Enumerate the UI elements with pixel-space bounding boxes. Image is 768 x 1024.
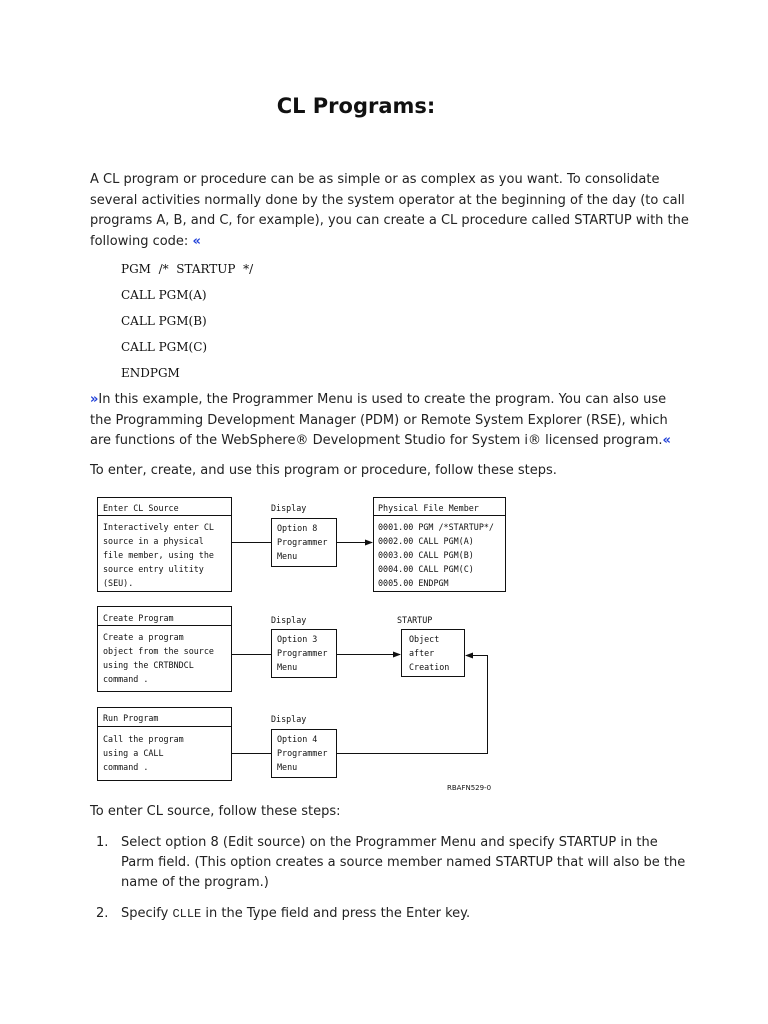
option-line: Menu — [277, 662, 298, 672]
enter-source-header: Enter CL Source — [103, 503, 179, 513]
pfm-line: 0003.00 CALL PGM(B) — [378, 550, 474, 560]
list-item — [96, 904, 696, 926]
physical-file-member-box — [374, 498, 506, 592]
option-line: Programmer — [277, 648, 328, 658]
pfm-line: 0005.00 ENDPGM — [378, 578, 449, 588]
code-line: PGM /* STARTUP */ — [121, 262, 254, 276]
source-intro: To enter CL source, follow these steps: — [90, 804, 341, 819]
list-item-text — [121, 904, 691, 924]
create-program-header: Create Program — [103, 613, 174, 623]
option-line: Menu — [277, 551, 298, 561]
step-text-pre: Specify — [121, 906, 173, 921]
enter-source-line: Interactively enter CL — [103, 522, 214, 532]
display-label: Display — [271, 714, 307, 724]
object-line: Creation — [409, 662, 450, 672]
list-item-number: 1. — [96, 835, 109, 850]
option-3-box — [272, 630, 337, 678]
option-line: Option 4 — [277, 734, 318, 744]
display-label: Display — [271, 503, 307, 513]
run-program-line: Call the program — [103, 734, 184, 744]
page-title: CL Programs: — [276, 94, 436, 118]
create-program-line: object from the source — [103, 646, 214, 656]
run-program-line: using a CALL — [103, 748, 164, 758]
create-program-line: Create a program — [103, 632, 184, 642]
pfm-line: 0004.00 CALL PGM(C) — [378, 564, 474, 574]
step-text-post: in the Type field and press the Enter key. — [201, 906, 471, 921]
option-line: Option 8 — [277, 523, 318, 533]
option-line: Option 3 — [277, 634, 318, 644]
enter-source-line: source entry ulitity — [103, 564, 204, 574]
object-line: after — [409, 648, 435, 658]
pdm-paragraph — [90, 390, 690, 452]
code-line: ENDPGM — [121, 366, 180, 380]
figure-id: RBAFN529-0 — [447, 784, 492, 792]
list-item-text: Select option 8 (Edit source) on the Programmer Menu and specify STARTUP in the Parm field. (This option creates a source member named STARTUP that will also be the name of the program.) — [121, 835, 686, 890]
option-line: Programmer — [277, 748, 328, 758]
code-line: CALL PGM(B) — [121, 314, 207, 328]
pdm-text: In this example, the Programmer Menu is used to create the program. You can also use the Programming Development Manager (PDM) or Remote System Explorer (RSE), which are functions of the WebSphere® Development Studio for System i® licensed program. — [90, 392, 668, 448]
display-label: Display — [271, 615, 307, 625]
code-line: CALL PGM(C) — [121, 340, 208, 354]
create-program-line: using the CRTBNDCL — [103, 660, 194, 670]
enter-source-line: file member, using the — [103, 550, 214, 560]
intro-text: A CL program or procedure can be as simple or as complex as you want. To consolidate several activities normally done by the system operator at the beginning of the day (to call programs A, B, and C, for example), you can create a CL procedure called STARTUP with the following code: — [90, 172, 689, 249]
create-program-box — [98, 607, 232, 692]
option-line: Programmer — [277, 537, 328, 547]
object-after-creation-box — [402, 630, 465, 677]
create-program-line: command . — [103, 674, 149, 684]
pfm-header: Physical File Member — [378, 503, 479, 513]
enter-source-box — [98, 498, 232, 592]
enter-source-line: (SEU). — [103, 578, 134, 588]
change-end-marker: « — [662, 433, 671, 448]
list-item-number: 2. — [96, 906, 109, 921]
option-4-box — [272, 730, 337, 778]
run-program-line: command . — [103, 762, 149, 772]
option-8-box — [272, 519, 337, 567]
object-line: Object — [409, 634, 440, 644]
option-line: Menu — [277, 762, 298, 772]
list-item — [96, 833, 696, 895]
pfm-line: 0001.00 PGM /*STARTUP*/ — [378, 522, 494, 532]
type-code: CLLE — [172, 907, 202, 921]
code-line: CALL PGM(A) — [121, 288, 207, 302]
run-program-box — [98, 708, 232, 781]
startup-label: STARTUP — [397, 615, 433, 625]
pfm-line: 0002.00 CALL PGM(A) — [378, 536, 474, 546]
enter-source-line: source in a physical — [103, 536, 204, 546]
steps-intro: To enter, create, and use this program or procedure, follow these steps. — [90, 463, 557, 478]
connector-arrow — [337, 656, 488, 754]
change-end-marker: « — [192, 233, 201, 249]
intro-paragraph — [90, 170, 690, 252]
run-program-header: Run Program — [103, 713, 159, 723]
change-start-marker: » — [90, 392, 99, 407]
